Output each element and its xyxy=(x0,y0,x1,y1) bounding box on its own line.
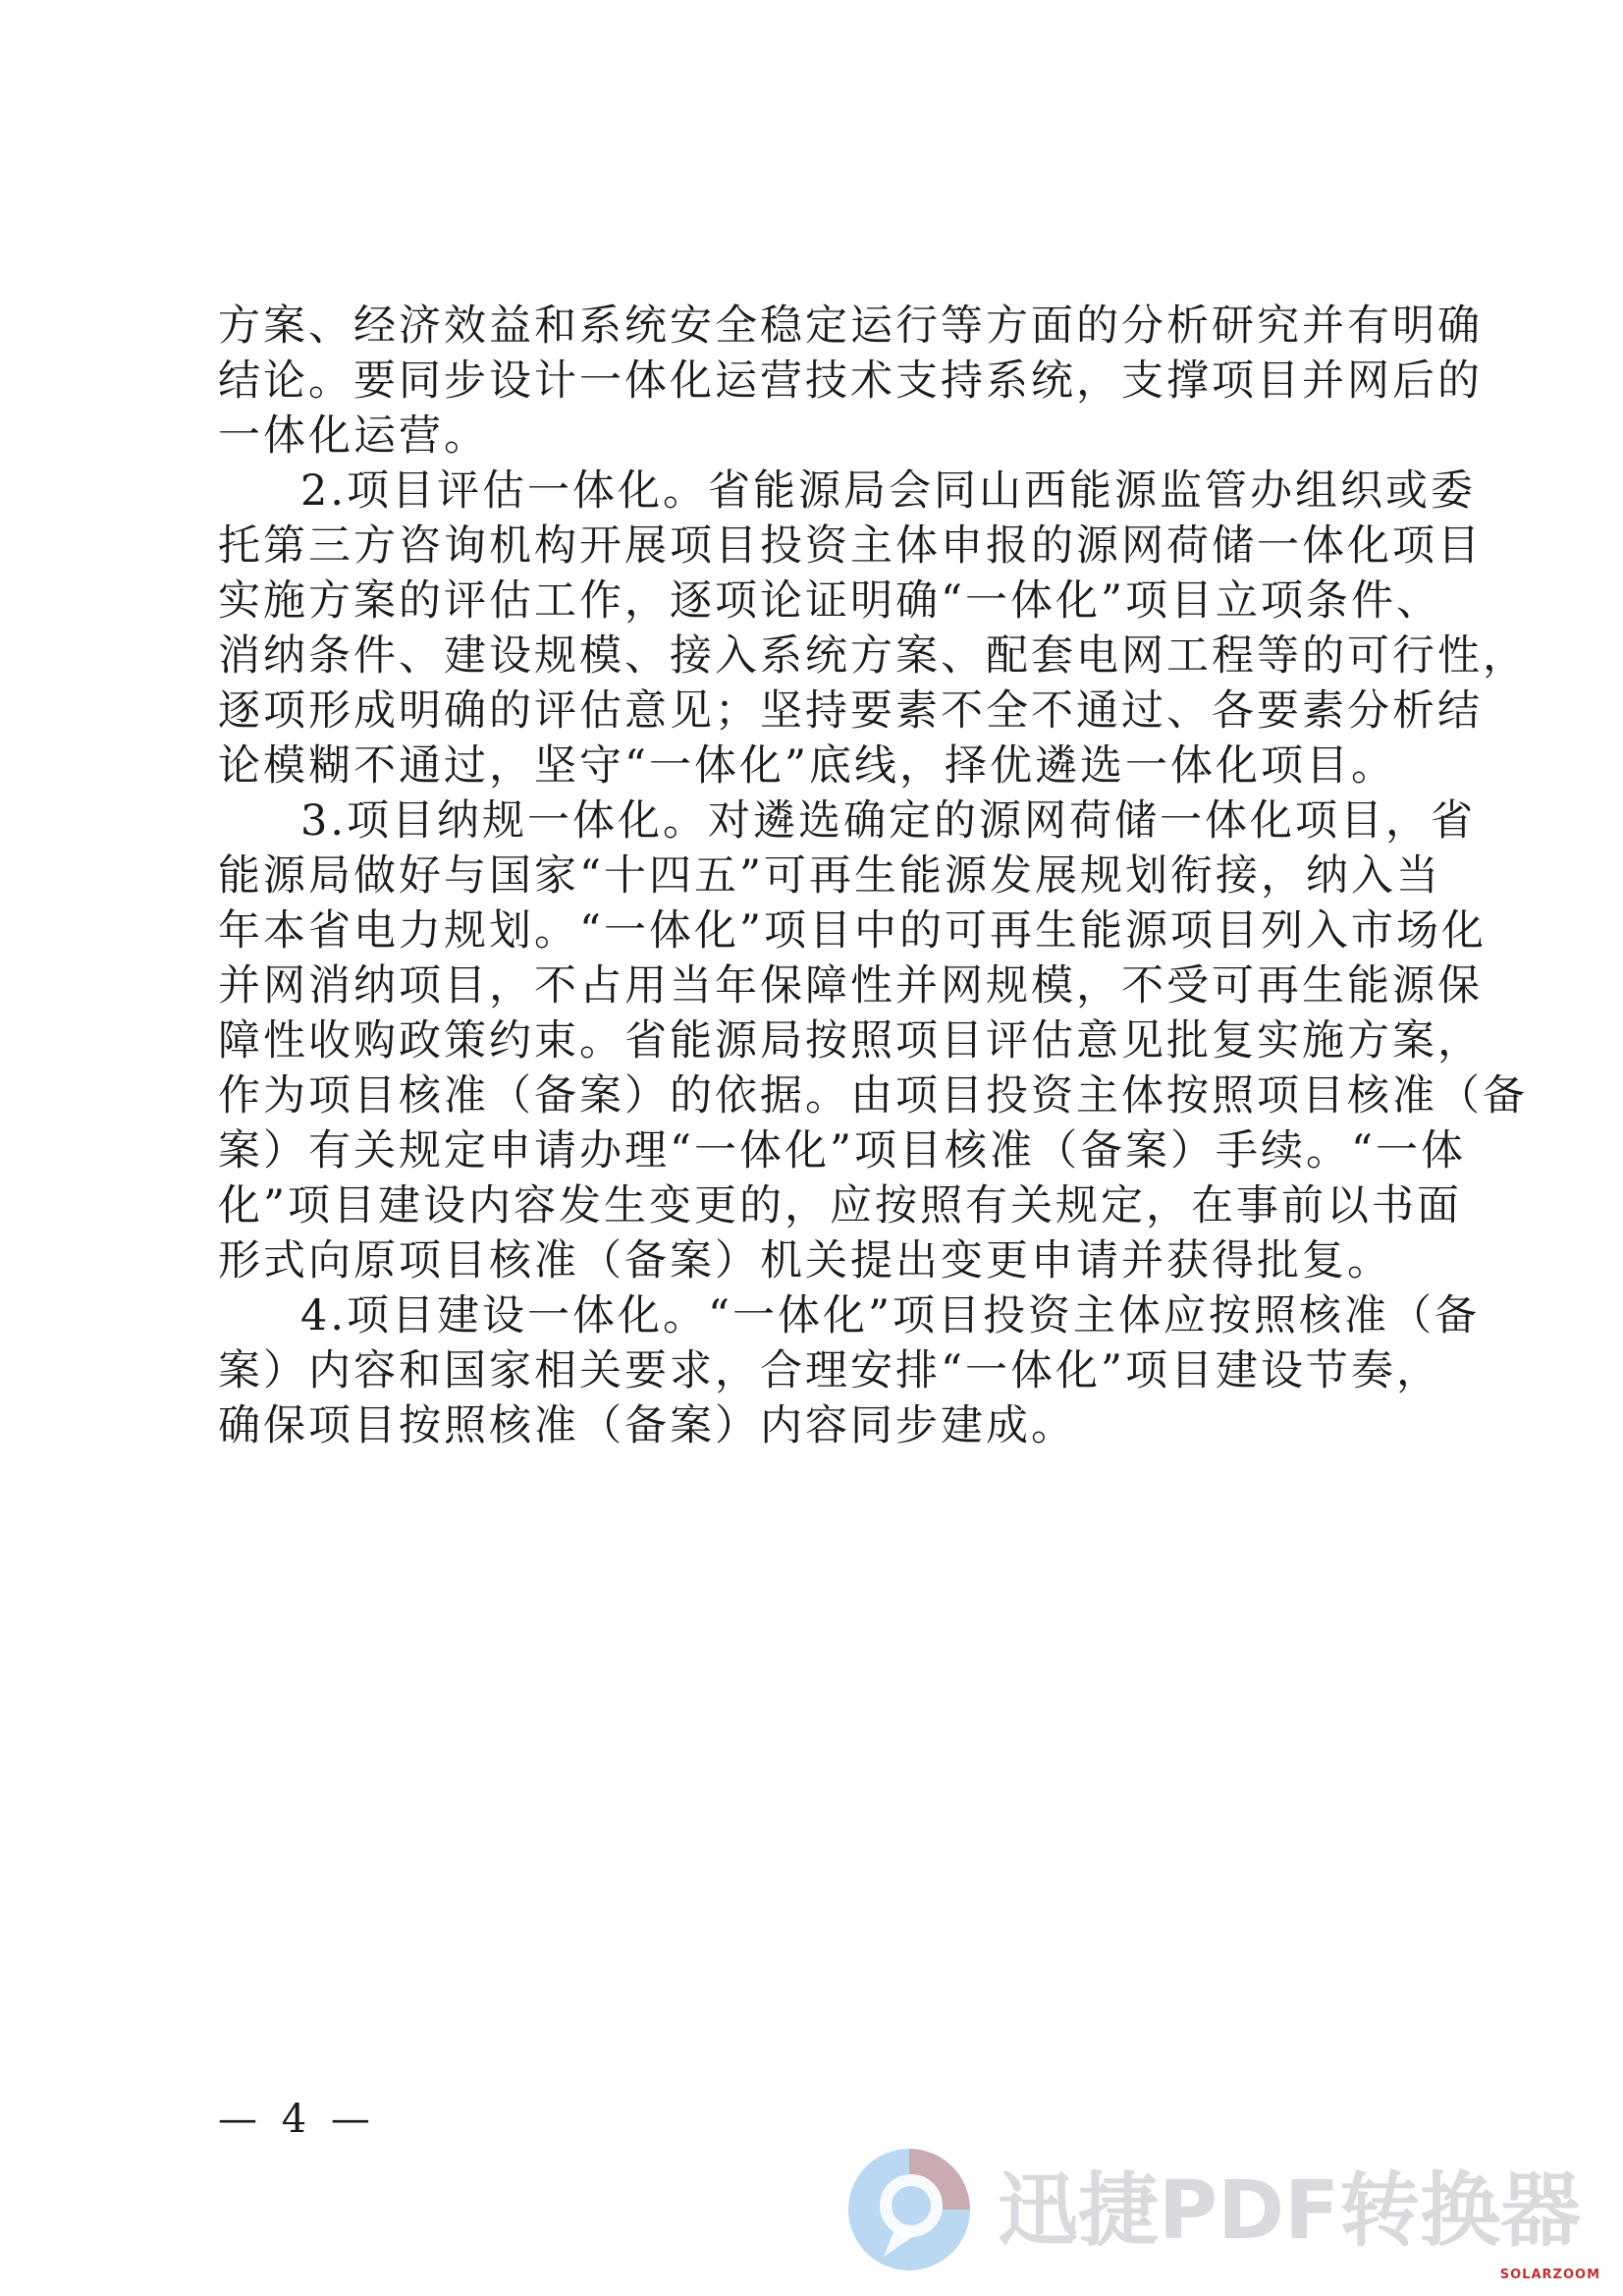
text-line: 作为项目核准（备案）的依据。由项目投资主体按照项目核准（备 xyxy=(218,1071,1528,1121)
text-line: 3.项目纳规一体化。对遴选确定的源网荷储一体化项目，省 xyxy=(300,796,1477,846)
text-line: 托第三方咨询机构开展项目投资主体申报的源网荷储一体化项目 xyxy=(218,521,1483,571)
text-line: 逐项形成明确的评估意见；坚持要素不全不通过、各要素分析结 xyxy=(218,686,1483,736)
page-number: — 4 — xyxy=(218,2097,376,2142)
watermark xyxy=(840,2141,1616,2288)
text-line: 案）有关规定申请办理“一体化”项目核准（备案）手续。“一体 xyxy=(218,1126,1466,1175)
text-line: 论模糊不通过，坚守“一体化”底线，择优遴选一体化项目。 xyxy=(218,741,1396,791)
text-line: 一体化运营。 xyxy=(218,411,489,461)
text-line: 年本省电力规划。“一体化”项目中的可再生能源项目列入市场化 xyxy=(218,906,1487,956)
text-line: 障性收购政策约束。省能源局按照项目评估意见批复实施方案， xyxy=(218,1016,1483,1066)
text-line: 4.项目建设一体化。“一体化”项目投资主体应按照核准（备 xyxy=(300,1291,1480,1340)
text-line: 2.项目评估一体化。省能源局会同山西能源监管办组织或委 xyxy=(300,466,1477,516)
pdf-converter-logo-icon xyxy=(840,2141,978,2278)
text-line: 消纳条件、建设规模、接入系统方案、配套电网工程等的可行性， xyxy=(218,631,1528,681)
text-line: 确保项目按照核准（备案）内容同步建成。 xyxy=(218,1401,1076,1450)
watermark-corner-label: SOLARZOOM xyxy=(1499,2268,1600,2282)
watermark-text: 迅捷PDF转换器 xyxy=(998,2164,1582,2258)
text-line: 能源局做好与国家“十四五”可再生能源发展规划衔接，纳入当 xyxy=(218,851,1441,901)
text-line: 并网消纳项目，不占用当年保障性并网规模，不受可再生能源保 xyxy=(218,961,1483,1011)
text-line: 实施方案的评估工作，逐项论证明确“一体化”项目立项条件、 xyxy=(218,576,1441,626)
text-line: 化”项目建设内容发生变更的，应按照有关规定，在事前以书面 xyxy=(218,1181,1462,1230)
text-line: 形式向原项目核准（备案）机关提出变更申请并获得批复。 xyxy=(218,1236,1392,1285)
text-line: 案）内容和国家相关要求，合理安排“一体化”项目建设节奏， xyxy=(218,1346,1441,1395)
text-line: 结论。要同步设计一体化运营技术支持系统，支撑项目并网后的 xyxy=(218,356,1483,406)
text-line: 方案、经济效益和系统安全稳定运行等方面的分析研究并有明确 xyxy=(218,301,1483,351)
